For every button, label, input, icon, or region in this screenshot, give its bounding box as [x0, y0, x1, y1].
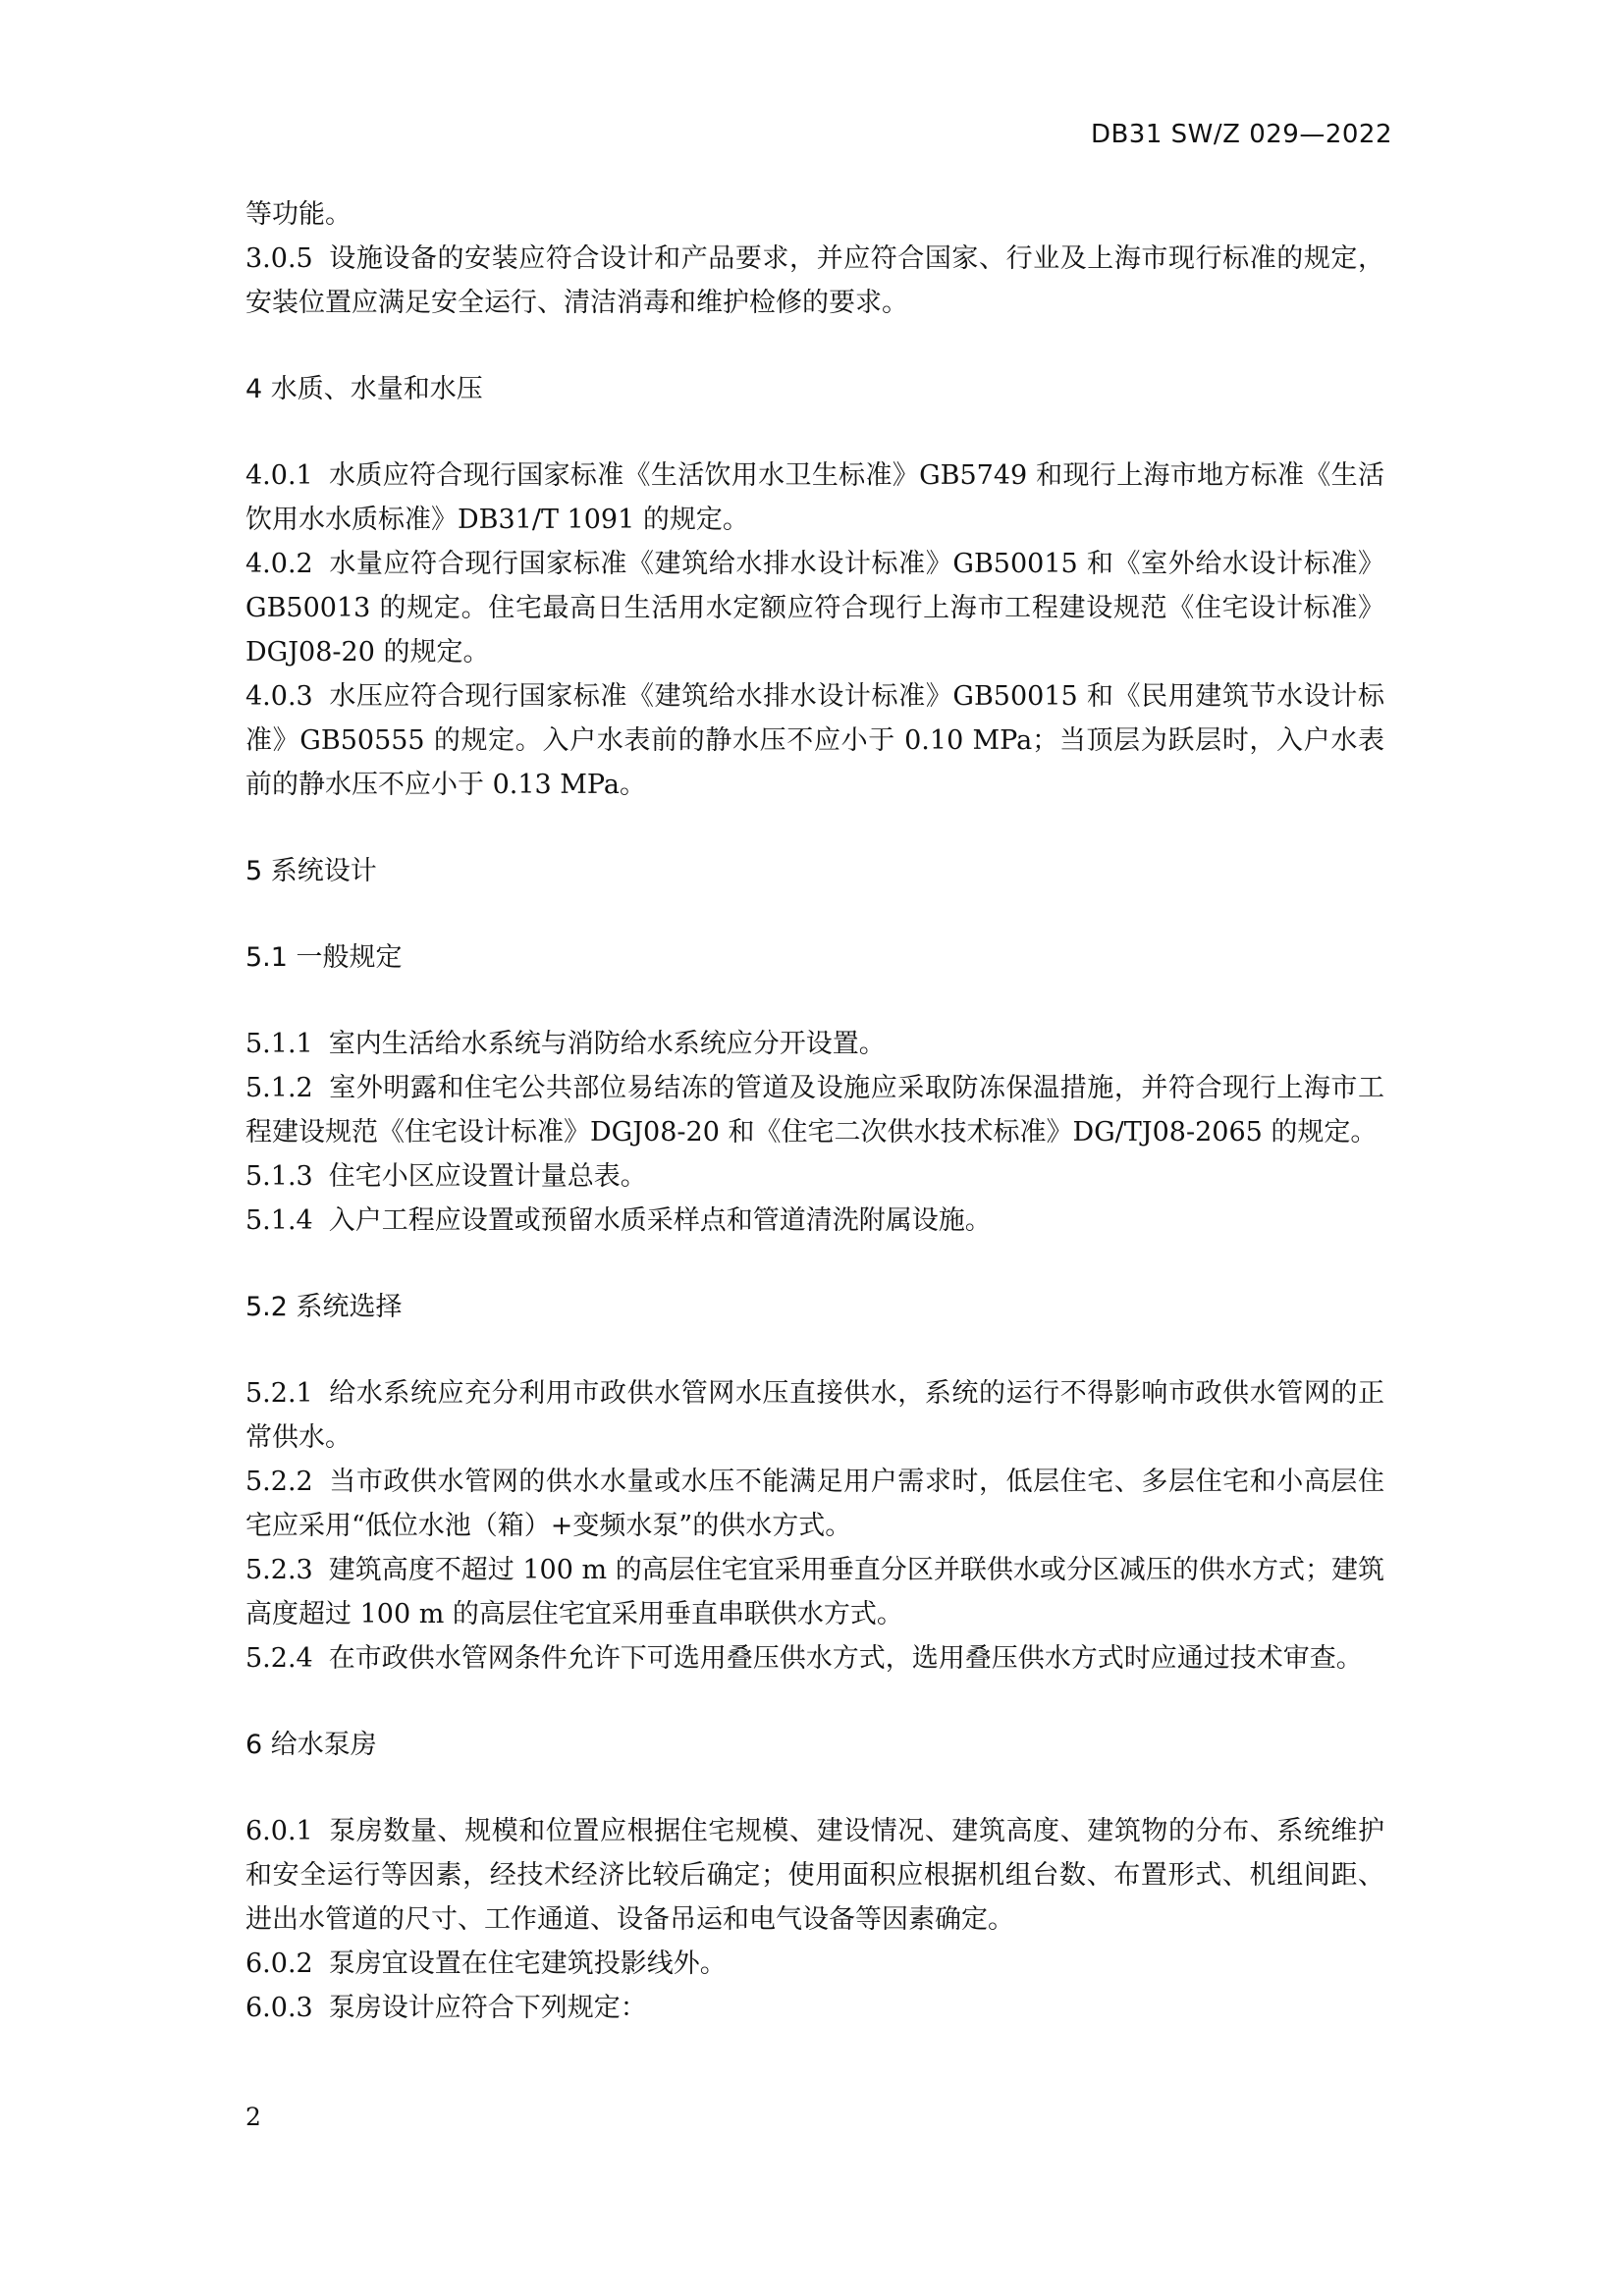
- page-number: 2: [245, 2103, 261, 2131]
- section-heading-5: 5 系统设计: [245, 856, 377, 886]
- clause-text: 泵房设计应符合下列规定：: [328, 1993, 647, 2023]
- clause-text: 给水系统应充分利用市政供水管网水压直接供水，系统的运行不得影响市政供水管网的正常供水。: [245, 1378, 1384, 1453]
- clause-number: 4.0.1: [245, 460, 313, 491]
- clause-3-0-5: [245, 237, 1384, 325]
- clause-text: 在市政供水管网条件允许下可选用叠压供水方式，选用叠压供水方式时应通过技术审查。: [328, 1643, 1363, 1674]
- clause-number: 5.2.4: [245, 1643, 313, 1674]
- clause-number: 5.1.1: [245, 1029, 313, 1059]
- clause-5-2-3: [245, 1548, 1384, 1636]
- section-heading-6: 6 给水泵房: [245, 1730, 377, 1760]
- clause-text: 泵房数量、规模和位置应根据住宅规模、建设情况、建筑高度、建筑物的分布、系统维护和安全运行等因素，经技术经济比较后确定；使用面积应根据机组台数、布置形式、机组间距、进出水管道的尺寸、工作通道、设备吊运和电气设备等因素确定。: [245, 1816, 1384, 1935]
- clause-number: 6.0.1: [245, 1816, 313, 1846]
- clause-number: 5.2.2: [245, 1467, 313, 1497]
- subsection-heading-5-1: 5.1 一般规定: [245, 942, 403, 973]
- clause-number: 3.0.5: [245, 243, 313, 274]
- paragraph-continuation: 等功能。: [245, 199, 352, 230]
- clause-4-0-2: [245, 542, 1384, 674]
- clause-text: 泵房宜设置在住宅建筑投影线外。: [328, 1949, 727, 1979]
- clause-text: 水压应符合现行国家标准《建筑给水排水设计标准》GB50015 和《民用建筑节水设计标准》GB50555 的规定。入户水表前的静水压不应小于 0.10 MPa；当顶层为跃层时，入户水表前的静水压不应小于 0.13 MPa。: [245, 681, 1384, 800]
- clause-text: 室外明露和住宅公共部位易结冻的管道及设施应采取防冻保温措施，并符合现行上海市工程建设规范《住宅设计标准》DGJ08-20 和《住宅二次供水技术标准》DG/TJ08-2065 的规定。: [245, 1073, 1384, 1148]
- clause-number: 5.1.3: [245, 1161, 313, 1192]
- standard-code: DB31 SW/Z 029—2022: [1090, 120, 1392, 149]
- clause-6-0-3: [245, 1986, 1384, 2030]
- clause-text: 水质应符合现行国家标准《生活饮用水卫生标准》GB5749 和现行上海市地方标准《生活饮用水水质标准》DB31/T 1091 的规定。: [245, 460, 1384, 535]
- clause-5-1-4: [245, 1199, 1384, 1243]
- subsection-heading-5-2: 5.2 系统选择: [245, 1292, 403, 1322]
- clause-6-0-1: [245, 1809, 1384, 1942]
- clause-text: 室内生活给水系统与消防给水系统应分开设置。: [328, 1029, 886, 1059]
- clause-5-2-4: [245, 1636, 1384, 1681]
- clause-number: 5.1.2: [245, 1073, 313, 1103]
- clause-4-0-3: [245, 674, 1384, 807]
- clause-number: 4.0.3: [245, 681, 313, 712]
- document-body: [245, 192, 1384, 2030]
- clause-number: 4.0.2: [245, 549, 313, 579]
- clause-6-0-2: [245, 1942, 1384, 1986]
- clause-number: 5.1.4: [245, 1205, 313, 1236]
- clause-5-1-2: [245, 1066, 1384, 1154]
- clause-5-2-2: [245, 1460, 1384, 1548]
- clause-number: 6.0.2: [245, 1949, 313, 1979]
- clause-number: 6.0.3: [245, 1993, 313, 2023]
- clause-text: 住宅小区应设置计量总表。: [328, 1161, 647, 1192]
- clause-text: 当市政供水管网的供水水量或水压不能满足用户需求时，低层住宅、多层住宅和小高层住宅应采用“低位水池（箱）+变频水泵”的供水方式。: [245, 1467, 1384, 1541]
- clause-text: 设施设备的安装应符合设计和产品要求，并应符合国家、行业及上海市现行标准的规定，安装位置应满足安全运行、清洁消毒和维护检修的要求。: [245, 243, 1384, 318]
- clause-5-2-1: [245, 1371, 1384, 1460]
- clause-text: 入户工程应设置或预留水质采样点和管道清洗附属设施。: [328, 1205, 992, 1236]
- section-heading-4: 4 水质、水量和水压: [245, 374, 483, 404]
- clause-4-0-1: [245, 454, 1384, 542]
- clause-number: 5.2.1: [245, 1378, 313, 1409]
- clause-5-1-1: [245, 1022, 1384, 1066]
- clause-text: 水量应符合现行国家标准《建筑给水排水设计标准》GB50015 和《室外给水设计标准》GB50013 的规定。住宅最高日生活用水定额应符合现行上海市工程建设规范《住宅设计标准》DGJ08-20 的规定。: [245, 549, 1384, 667]
- clause-5-1-3: [245, 1154, 1384, 1199]
- clause-number: 5.2.3: [245, 1555, 313, 1585]
- clause-text: 建筑高度不超过 100 m 的高层住宅宜采用垂直分区并联供水或分区减压的供水方式；建筑高度超过 100 m 的高层住宅宜采用垂直串联供水方式。: [245, 1555, 1384, 1629]
